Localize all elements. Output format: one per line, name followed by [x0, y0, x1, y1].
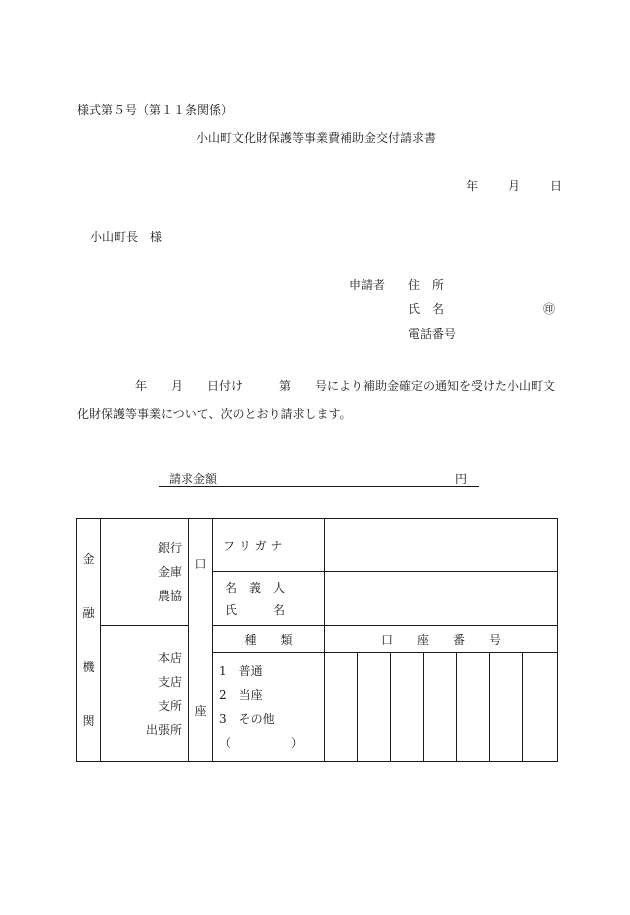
account-label-cell: [189, 519, 213, 762]
account-type-options: [213, 653, 325, 762]
applicant-label: 申請者: [349, 278, 386, 292]
account-type-ordinary: 1 普通: [219, 664, 263, 678]
holder-label-2: 氏 名: [225, 602, 286, 617]
name-label: 氏 名: [408, 302, 445, 316]
address-label: 住 所: [408, 278, 445, 292]
phone-label: 電話番号: [408, 327, 457, 341]
date-year: 年: [466, 179, 479, 193]
account-digit-2[interactable]: [358, 653, 391, 762]
form-number: 様式第５号（第１１条関係）: [77, 103, 234, 117]
body-line-1: 年 月 日付け 第 号により補助金確定の通知を受けた小山町文: [135, 379, 556, 393]
amount-line: [159, 470, 479, 487]
furigana-field[interactable]: [325, 519, 558, 572]
seal-mark: ㊞: [543, 302, 556, 316]
account-digit-3[interactable]: [391, 653, 424, 762]
branch-type-cell: 本店 支店 支所 出張所: [101, 626, 189, 762]
document-title: 小山町文化財保護等事業費補助金交付請求書: [196, 131, 437, 145]
date-line: [466, 177, 562, 194]
bank-account-table: [76, 518, 558, 762]
amount-label: 請求金額: [169, 472, 218, 486]
furigana-label: フ リ ガ ナ: [213, 519, 325, 572]
date-day: 日: [550, 179, 563, 193]
account-type-current: 2 当座: [219, 688, 263, 702]
date-month: 月: [508, 179, 521, 193]
amount-unit: 円: [454, 472, 467, 486]
account-type-other-detail: （ ）: [219, 736, 304, 750]
institution-type-cell: 銀行 金庫 農協: [101, 519, 189, 626]
account-number-header: 口 座 番 号: [325, 626, 558, 653]
holder-label-cell: [213, 572, 325, 626]
financial-institution-label: 金 融 機 関: [77, 519, 101, 762]
account-type-other: 3 その他: [219, 712, 275, 726]
request-body: [77, 372, 557, 428]
account-digit-6[interactable]: [490, 653, 523, 762]
account-digit-1[interactable]: [325, 653, 358, 762]
holder-name-field[interactable]: [325, 572, 558, 626]
account-label-bottom: 座: [194, 704, 207, 718]
account-type-header: 種 類: [213, 626, 325, 653]
account-digit-5[interactable]: [457, 653, 490, 762]
account-digit-4[interactable]: [424, 653, 457, 762]
addressee: 小山町長 様: [90, 230, 163, 244]
holder-label-1: 名 義 人: [225, 580, 286, 595]
account-digit-7[interactable]: [523, 653, 558, 762]
account-label-top: 口: [194, 557, 207, 571]
body-line-2: 化財保護等事業について、次のとおり請求します。: [77, 407, 352, 421]
